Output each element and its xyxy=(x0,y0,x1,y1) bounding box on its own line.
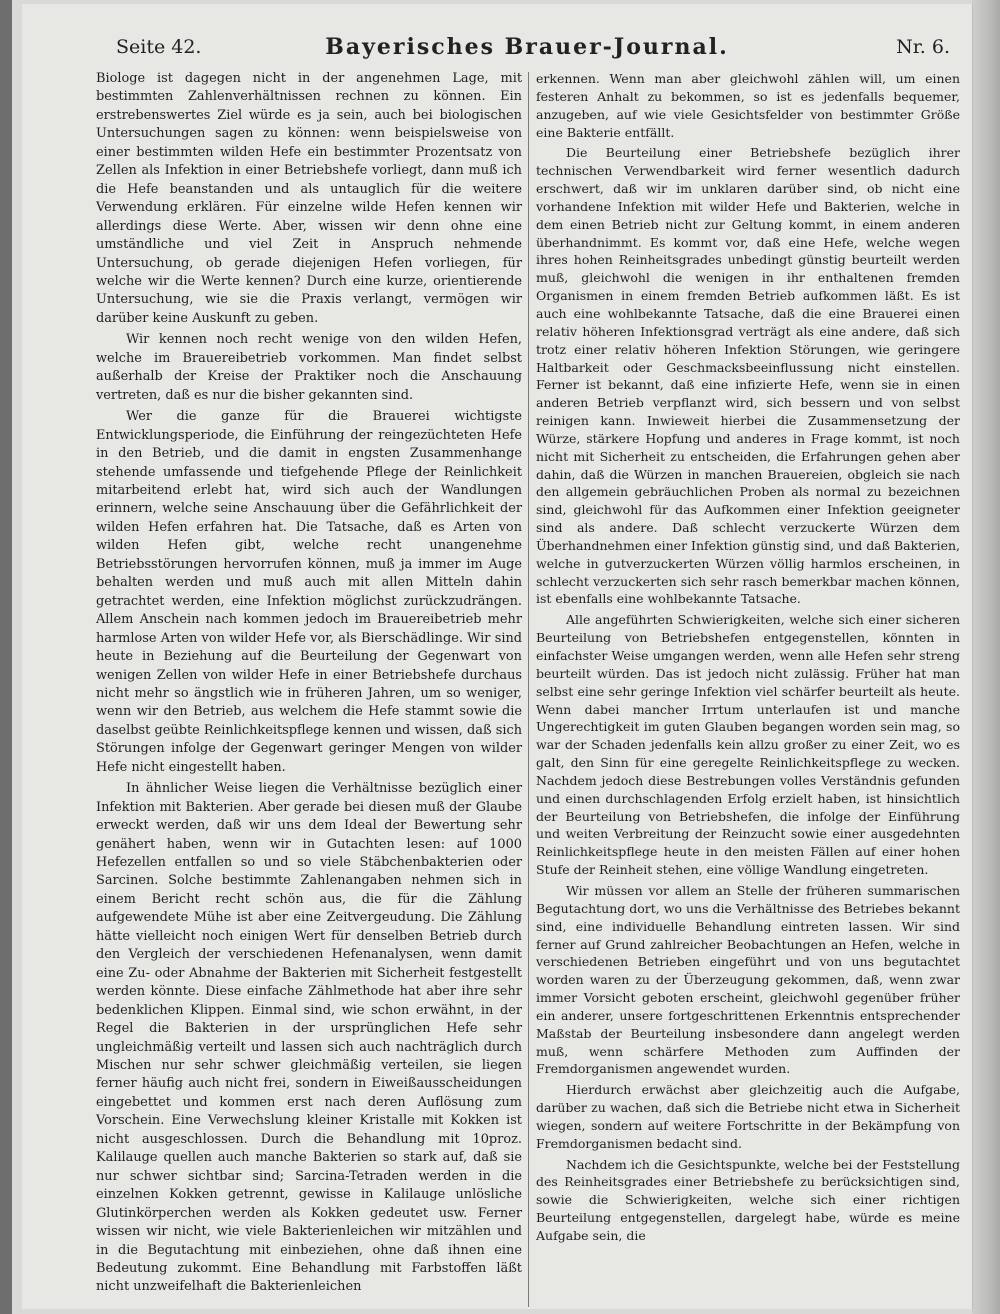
paragraph: Wer die ganze für die Brauerei wichtigste Entwicklungsperiode, die Einführung der reingezüchteten Hefe in den Betrieb, und die damit in engsten Zusammenhange stehende umfassende und tiefgehende Pflege der Reinlichkeit mitarbeitend erlebt hat, wird sich auch der Wandlungen erinnern, welche seine Anschauung über die Gefährlichkeit der wilden Hefen erfahren hat. Die Tatsache, daß es Arten von wilden Hefen gibt, welche recht unangenehme Betriebsstörungen hervorrufen können, muß ja immer im Auge behalten werden und muß auch mit allen Mitteln dahin getrachtet werden, eine Infektion möglichst zurückzudrängen. Allem Anschein nach kommen jedoch im Brauereibetrieb mehr harmlose Arten von wilder Hefe vor, als Bierschädlinge. Wir sind heute in Beziehung auf die Beurteilung der Gegenwart von wenigen Zellen von wilder Hefe in einer Betriebshefe durchaus nicht mehr so ängstlich wie in früheren Jahren, um so weniger, wenn wir den Betrieb, aus welchem die Hefe stammt sowie die daselbst geübte Reinlichkeitspflege kennen und wissen, daß sich Störungen infolge der Gegenwart geringer Mengen von wilder Hefe nicht eingestellt haben. xyxy=(96,409,522,775)
page-header xyxy=(96,36,958,70)
page-edge-shadow xyxy=(972,0,1000,1314)
paragraph: erkennen. Wenn man aber gleichwohl zählen will, um einen festeren Anhalt zu bekommen, so ist es jedenfalls bequemer, anzugeben, auf wie viele Gesichtsfelder von bestimmter Größe eine Bakterie entfällt. xyxy=(536,71,960,140)
paragraph: Die Beurteilung einer Betriebshefe bezüglich ihrer technischen Verwendbarkeit wird ferner wesentlich dadurch erschwert, daß wir im unklaren darüber sind, ob nicht eine vorhandene Infektion mit wilder Hefe und Bakterien, welche in dem einen Betrieb nicht zur Geltung kommt, in einem anderen überhandnimmt. Es kommt vor, daß eine Hefe, welche wegen ihres hohen Reinheitsgrades unbedingt günstig beurteilt werden muß, gleichwohl die wenigen in ihr enthaltenen fremden Organismen in einem fremden Betrieb aufkommen läßt. Es ist auch eine wohlbekannte Tatsache, daß die eine Brauerei einen relativ höheren Infektionsgrad verträgt als eine andere, daß sich trotz einer relativ höheren Infektion Störungen, wie geringere Haltbarkeit oder Geschmacksbeeinflussung nicht einstellen. Ferner ist bekannt, daß eine infizierte Hefe, wenn sie in einen anderen Betrieb verpflanzt wird, sich bessern und von selbst reinigen kann. Inwieweit hierbei die Zusammensetzung der Würze, stärkere Hopfung und anderes in Frage kommt, ist noch nicht mit Sicherheit zu entscheiden, die Erfahrungen gehen aber dahin, daß die Würzen in manchen Brauereien, obgleich sie nach den allgemein gebräuchlichen Proben als normal zu bezeichnen sind, gleichwohl für das Aufkommen einer Infektion geeigneter sind als andere. Daß schlecht verzuckerte Würzen dem Überhandnehmen einer Infektion günstig sind, und daß Bakterien, welche in gutverzuckerten Würzen völlig harmlos erscheinen, in schlecht verzuckerten sich sehr rasch bemerkbar machen können, ist ebenfalls eine wohlbekannte Tatsache. xyxy=(536,145,960,607)
page-number: Seite 42. xyxy=(116,36,202,58)
column-divider xyxy=(528,72,529,1307)
left-column xyxy=(96,70,522,1297)
paragraph: Wir müssen vor allem an Stelle der früheren summarischen Begutachtung dort, wo uns die Verhältnisse des Betriebes bekannt sind, eine individuelle Behandlung eintreten lassen. Wir sind ferner auf Grund zahlreicher Beobachtungen an Hefen, welche in verschiedenen Betrieben eingeführt und von uns begutachtet worden waren zu der Überzeugung gekommen, daß, wenn zwar immer Vorsicht geboten erscheint, gleichwohl gegenüber früher ein anderer, unsere fortgeschrittenen Erkenntnis entsprechender Maßstab der Beurteilung insbesondere dann angelegt werden muß, wenn schärfere Methoden zum Auffinden der Fremdorganismen angewendet wurden. xyxy=(536,882,960,1077)
paragraph: Alle angeführten Schwierigkeiten, welche sich einer sicheren Beurteilung von Betriebshefen entgegenstellen, könnten in einfachster Weise umgangen werden, wenn alle Hefen sehr streng beurteilt würden. Das ist jedoch nicht zulässig. Früher hat man selbst eine sehr geringe Infektion viel schärfer beurteilt als heute. Wenn dabei mancher Irrtum unterlaufen ist und manche Ungerechtigkeit im guten Glauben begangen worden sein mag, so war der Schaden jedenfalls kein allzu großer zu einer Zeit, wo es galt, den Sinn für eine geregelte Reinlichkeitspflege zu wecken. Nachdem jedoch diese Bestrebungen volles Verständnis gefunden und einen durchschlagenden Erfolg erzielt haben, ist hinsichtlich der Beurteilung von Betriebshefen, die infolge der Einführung und weiten Verbreitung der Reinzucht sowie einer ausgedehnten Reinlichkeitspflege heute in den meisten Fällen auf einer hohen Stufe der Reinheit stehen, eine völlige Wandlung eingetreten. xyxy=(536,612,960,878)
paragraph: In ähnlicher Weise liegen die Verhältnisse bezüglich einer Infektion mit Bakterien. Aber gerade bei diesen muß der Glaube erweckt werden, daß wir uns dem Ideal der Bewertung sehr genähert haben, wenn wir in Gutachten lesen: auf 1000 Hefezellen entfallen so und so viele Stäbchenbakterien oder Sarcinen. Solche bestimmte Zahlenangaben nehmen sich in einem Bericht recht schön aus, die für die Zählung aufgewendete Mühe ist aber eine Zeitvergeudung. Die Zählung hätte vielleicht noch einigen Wert für denselben Betrieb durch den Vergleich der verschiedenen Hefenanalysen, wenn damit eine Zu- oder Abnahme der Bakterien mit Sicherheit festgestellt werden könnte. Diese einfache Zählmethode hat aber ihre sehr bedenklichen Klippen. Einmal sind, wie schon erwähnt, in der Regel die Bakterien in der ursprünglichen Hefe sehr ungleichmäßig verteilt und lassen sich auch nachträglich durch Mischen nur sehr schwer gleichmäßig verteilen, sie liegen ferner häufig auch nicht frei, sondern in Eiweißausscheidungen eingebettet und kommen erst nach deren Auflösung zum Vorschein. Eine Verwechslung kleiner Kristalle mit Kokken ist nicht ausgeschlossen. Durch die Behandlung mit 10proz. Kalilauge quellen auch manche Bakterien so stark auf, daß sie nur schwer sichtbar sind; Sarcina-Tetraden werden in die einzelnen Kokken getrennt, gewisse in Kalilauge unlösliche Glutinkörperchen werden als Kokken gedeutet usw. Ferner wissen wir nicht, wie viele Bakterienleichen wir mitzählen und in die Begutachtung mit einbeziehen, ohne daß ihnen eine Bedeutung zukommt. Eine Behandlung mit Farbstoffen läßt nicht unzweifelhaft die Bakterienleichen xyxy=(96,781,522,1295)
paragraph: Wir kennen noch recht wenige von den wilden Hefen, welche im Brauereibetrieb vorkommen. Man findet selbst außerhalb der Kreise der Praktiker noch die Anschauung vertreten, daß es nur die bisher gekannten sind. xyxy=(96,332,522,403)
paragraph: Biologe ist dagegen nicht in der angenehmen Lage, mit bestimmten Zahlenverhältnissen rechnen zu können. Ein erstrebenswertes Ziel würde es ja sein, auch bei biologischen Untersuchungen sagen zu können: wenn beispielsweise von einer bestimmten wilden Hefe ein bestimmter Prozentsatz von Zellen als Infektion in einer Betriebshefe vorliegt, dann muß ich die Hefe beanstanden und als untauglich für die weitere Verwendung erklären. Für einzelne wilde Hefen kennen wir allerdings diese Werte. Aber, wissen wir denn ohne eine umständliche und viel Zeit in Anspruch nehmende Untersuchung, ob gerade diejenigen Hefen vorliegen, für welche wir die Werte kennen? Durch eine kurze, orientierende Untersuchung, wie sie die Praxis verlangt, vermögen wir darüber keine Auskunft zu geben. xyxy=(96,71,522,326)
paragraph: Nachdem ich die Gesichtspunkte, welche bei der Feststellung des Reinheitsgrades einer Betriebshefe zu berücksichtigen sind, sowie die Schwierigkeiten, welche sich einer richtigen Beurteilung entgegenstellen, dargelegt habe, würde es meine Aufgabe sein, die xyxy=(536,1156,960,1243)
journal-title: Bayerisches Brauer-Journal. xyxy=(325,34,729,60)
right-column xyxy=(536,70,960,1245)
issue-number: Nr. 6. xyxy=(896,36,950,58)
paragraph: Hierdurch erwächst aber gleichzeitig auch die Aufgabe, darüber zu wachen, daß sich die Betriebe nicht etwa in Sicherheit wiegen, sondern auf weitere Fortschritte in der Bekämpfung von Fremdorganismen bedacht sind. xyxy=(536,1082,960,1151)
